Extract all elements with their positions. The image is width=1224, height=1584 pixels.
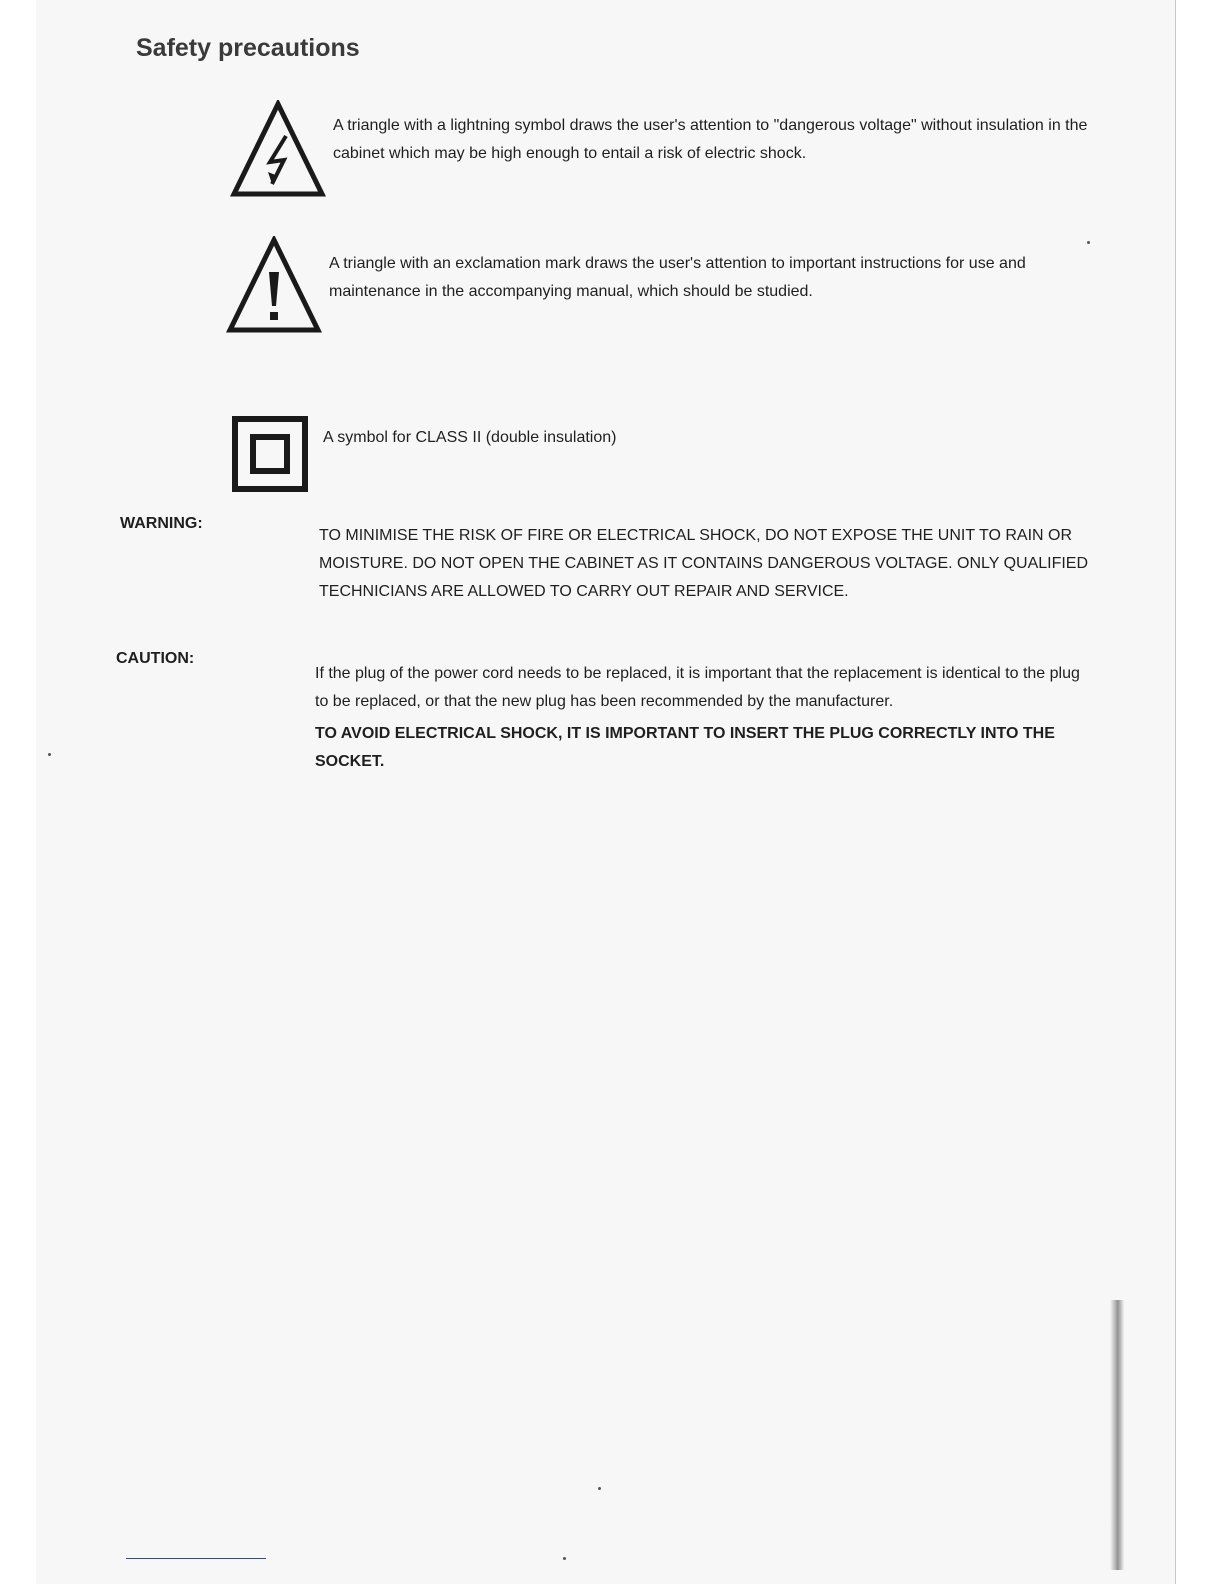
caution-emphasis: TO AVOID ELECTRICAL SHOCK, IT IS IMPORTANT TO INSERT THE PLUG CORRECTLY INTO THE SOCKET.: [315, 725, 1055, 770]
page-title: Safety precautions: [136, 34, 360, 62]
class-ii-double-square-icon: [232, 416, 308, 492]
page-edge: [1175, 0, 1176, 1584]
exclamation-triangle-icon: [226, 236, 322, 334]
scan-speck: [563, 1557, 566, 1560]
caution-text: If the plug of the power cord needs to be replaced, it is important that the replacement is identical to the plug to be replaced, or that the new plug has been recommended by the manufacturer.: [315, 665, 1080, 710]
scan-speck: [1087, 241, 1090, 244]
class-ii-symbol-description: A symbol for CLASS II (double insulation): [323, 429, 617, 446]
warning-text: TO MINIMISE THE RISK OF FIRE OR ELECTRICAL SHOCK, DO NOT EXPOSE THE UNIT TO RAIN OR MOISTURE. DO NOT OPEN THE CABINET AS IT CONTAINS DANGEROUS VOLTAGE. ONLY QUALIFIED TECHNICIANS ARE ALLOWED TO CARRY OUT REPAIR AND SERVICE.: [319, 527, 1089, 600]
footnote-rule: [126, 1558, 266, 1559]
caution-label: CAUTION:: [116, 650, 195, 667]
lightning-symbol-description: A triangle with a lightning symbol draws the user's attention to "dangerous voltage" without insulation in the cabinet which may be high enough to entail a risk of electric shock.: [333, 117, 1088, 162]
scan-artifact: [1110, 1300, 1124, 1570]
scanned-page: [36, 0, 1176, 1584]
scan-speck: [48, 753, 51, 756]
exclamation-symbol-description: A triangle with an exclamation mark draws the user's attention to important instructions for use and maintenance in the accompanying manual, which should be studied.: [329, 255, 1026, 300]
warning-label: WARNING:: [120, 515, 203, 532]
caution-block: [315, 660, 1095, 776]
scan-speck: [598, 1487, 601, 1490]
lightning-triangle-icon: [230, 100, 326, 198]
